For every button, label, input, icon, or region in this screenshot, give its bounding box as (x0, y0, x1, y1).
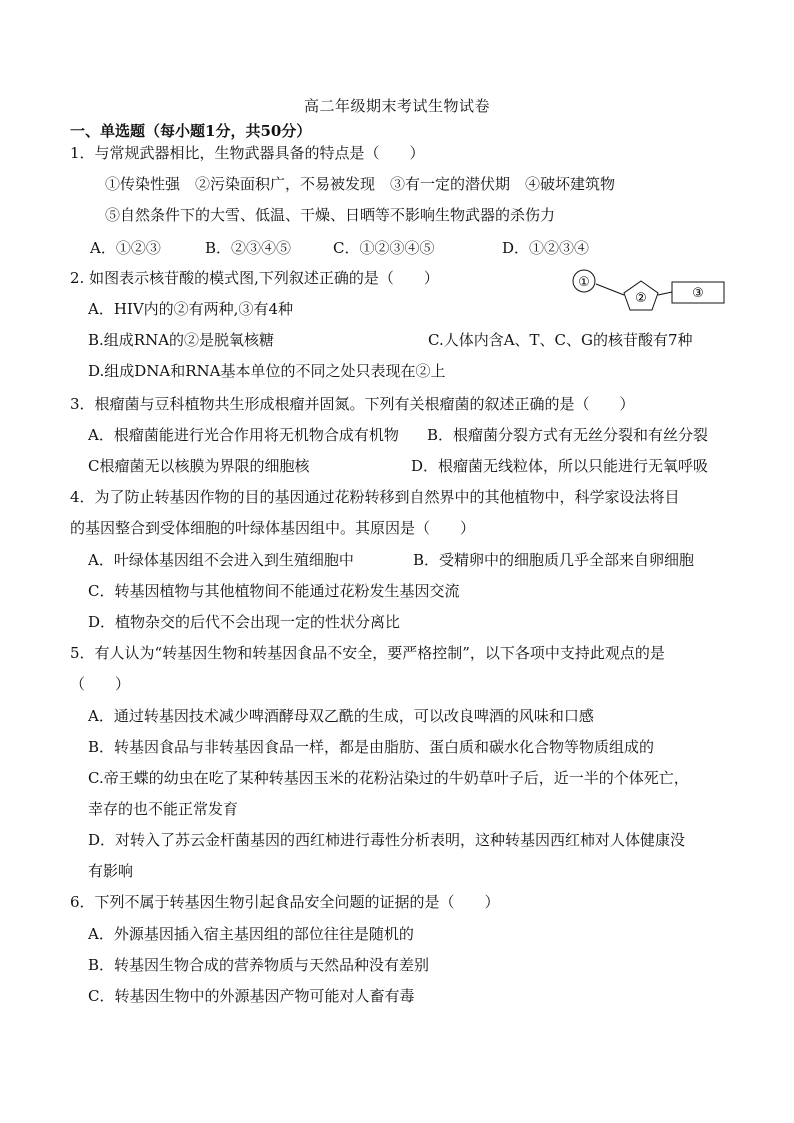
question-2-option-c: C.人体内含A、T、C、G的核苷酸有7种 (428, 331, 693, 349)
question-1-items-line1: ①传染性强 ②污染面积广，不易被发现 ③有一定的潜伏期 ④破坏建筑物 (105, 175, 616, 193)
question-4-option-d: D．植物杂交的后代不会出现一定的性状分离比 (88, 613, 401, 631)
question-3-option-a: A．根瘤菌能进行光合作用将无机物合成有机物 (88, 426, 399, 444)
diagram-label-1: ① (578, 275, 590, 290)
question-6-option-b: B．转基因生物合成的营养物质与天然品种没有差别 (88, 956, 430, 974)
question-5-option-b: B．转基因食品与非转基因食品一样，都是由脂肪、蛋白质和碳水化合物等物质组成的 (88, 738, 655, 756)
question-1-option-a: A．①②③ (90, 239, 161, 257)
question-4-stem-line1: 4．为了防止转基因作物的目的基因通过花粉转移到自然界中的其他植物中，科学家设法将目 (70, 488, 680, 506)
question-5-option-c-line2: 幸存的也不能正常发育 (88, 800, 239, 818)
question-5-stem-line2: （ ） (70, 675, 131, 693)
question-5-stem-line1: 5．有人认为“转基因生物和转基因食品不安全，要严格控制”，以下各项中支持此观点的是 (70, 644, 665, 662)
question-6-stem: 6．下列不属于转基因生物引起食品安全问题的证据的是（ ） (70, 893, 500, 911)
nucleotide-diagram (566, 267, 726, 312)
question-4-option-c: C．转基因植物与其他植物间不能通过花粉发生基因交流 (88, 582, 460, 600)
question-3-option-c: C根瘤菌无以核膜为界限的细胞核 (88, 457, 310, 475)
question-2-option-a: A．HIV内的②有两种,③有4种 (88, 300, 293, 318)
question-5-option-c-line1: C.帝王蝶的幼虫在吃了某种转基因玉米的花粉沾染过的牛奶草叶子后，近一半的个体死亡， (88, 769, 689, 787)
exam-title: 高二年级期末考试生物试卷 (303, 97, 490, 115)
question-4-stem-line2: 的基因整合到受体细胞的叶绿体基因组中。其原因是（ ） (70, 519, 476, 537)
diagram-label-2: ② (635, 291, 647, 306)
question-1-option-b: B．②③④⑤ (205, 239, 292, 257)
question-5-option-d-line2: 有影响 (88, 862, 134, 880)
question-3-option-d: D．根瘤菌无线粒体，所以只能进行无氧呼吸 (411, 457, 709, 475)
question-1-option-c: C．①②③④⑤ (333, 239, 435, 257)
question-1-items-line2: ⑤自然条件下的大雪、低温、干燥、日晒等不影响生物武器的杀伤力 (105, 206, 556, 224)
question-2-stem: 2. 如图表示核苷酸的模式图,下列叙述正确的是（ ） (70, 269, 439, 287)
section-heading: 一、单选题（每小题1分，共50分） (70, 122, 312, 140)
question-1-stem: 1．与常规武器相比，生物武器具备的特点是（ ） (70, 144, 425, 162)
diagram-label-3: ③ (692, 286, 704, 301)
question-5-option-a: A．通过转基因技术减少啤酒酵母双乙酰的生成，可以改良啤酒的风味和口感 (88, 707, 594, 725)
question-2-option-d: D.组成DNA和RNA基本单位的不同之处只表现在②上 (88, 362, 446, 380)
question-1-option-d: D．①②③④ (502, 239, 590, 257)
question-4-option-b: B．受精卵中的细胞质几乎全部来自卵细胞 (413, 551, 695, 569)
question-2-option-b: B.组成RNA的②是脱氧核糖 (88, 331, 275, 349)
question-5-option-d-line1: D．对转入了苏云金杆菌基因的西红柿进行毒性分析表明，这种转基因西红柿对人体健康没 (88, 831, 686, 849)
question-4-option-a: A．叶绿体基因组不会进入到生殖细胞中 (88, 551, 354, 569)
question-6-option-a: A．外源基因插入宿主基因组的部位往往是随机的 (88, 925, 414, 943)
question-3-option-b: B．根瘤菌分裂方式有无丝分裂和有丝分裂 (427, 426, 709, 444)
question-6-option-c: C．转基因生物中的外源基因产物可能对人畜有毒 (88, 987, 415, 1005)
question-3-stem: 3．根瘤菌与豆科植物共生形成根瘤并固氮。下列有关根瘤菌的叙述正确的是（ ） (70, 395, 635, 413)
